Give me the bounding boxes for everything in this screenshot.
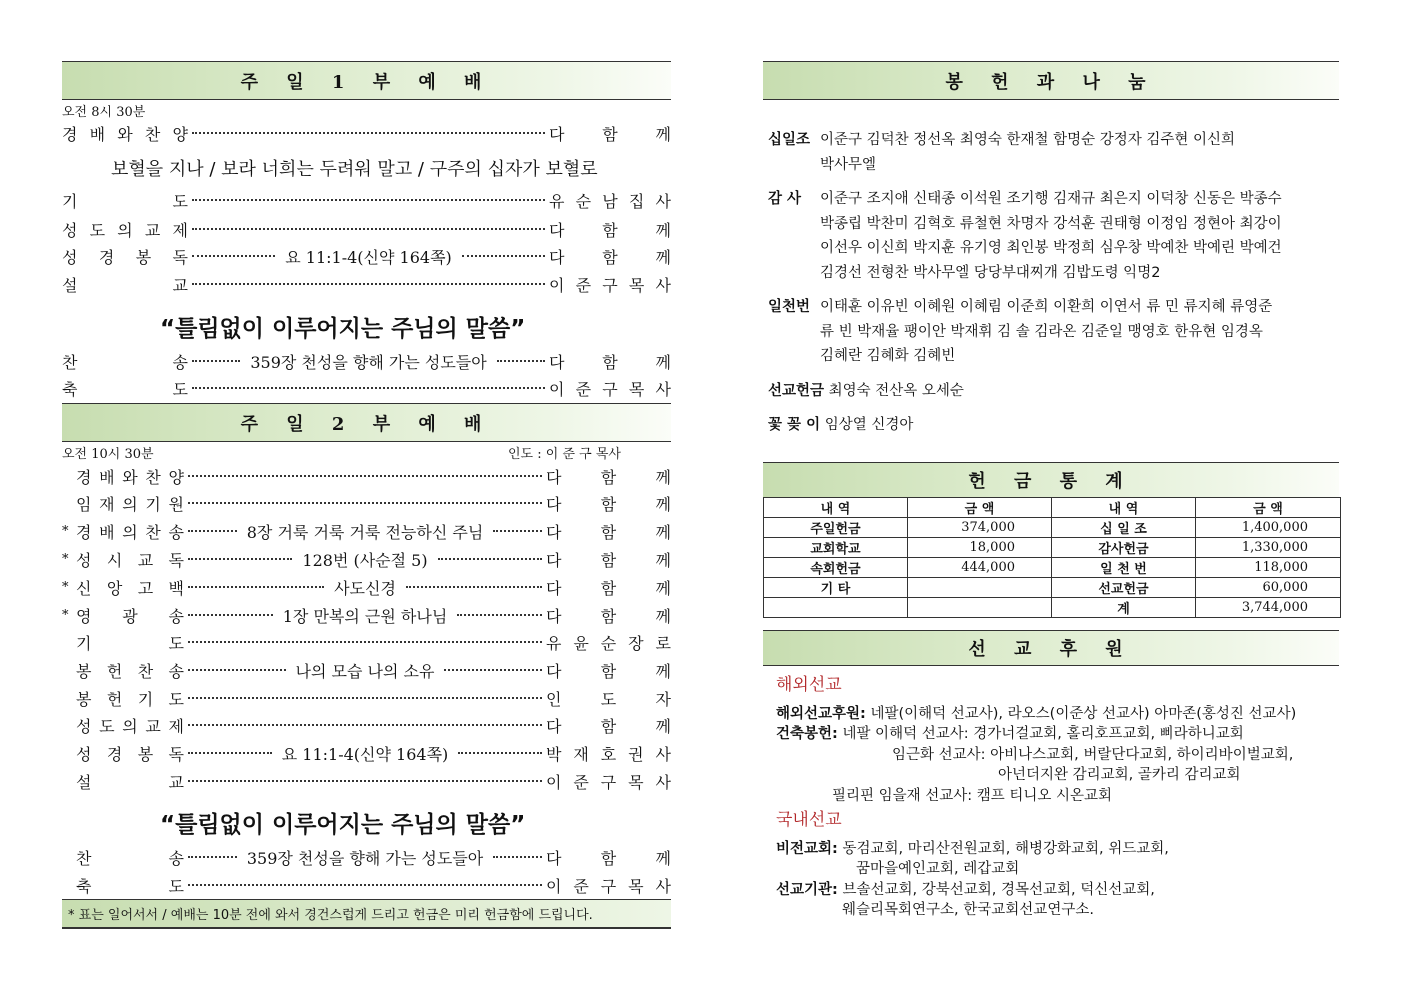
order-row xyxy=(62,602,671,628)
tithe-names-1: 이준구 김덕찬 정선옥 최영숙 한재철 함명순 강정자 김주현 이신희 xyxy=(820,132,1236,148)
order-person: 인 도 자 xyxy=(546,689,671,709)
order-row xyxy=(62,271,671,297)
org-row xyxy=(776,880,1341,901)
stat-item xyxy=(764,598,908,618)
order-detail: 요 11:1-4(신약 164쪽) xyxy=(285,247,452,267)
ilcheon-row xyxy=(768,295,1348,369)
offering-stats-table xyxy=(763,497,1341,618)
order-person: 다 함 께 xyxy=(549,124,671,144)
order-detail: 359장 천성을 향해 가는 성도들아 xyxy=(246,848,484,868)
stat-item: 선교헌금 xyxy=(1052,578,1196,598)
table-row xyxy=(764,518,1341,538)
order-person: 다 함 께 xyxy=(546,661,671,681)
building-line-2: 임근화 선교사: 아비나스교회, 버랄단다교회, 하이리바이벌교회, xyxy=(892,746,1294,763)
order-person: 다 함 께 xyxy=(546,578,672,598)
order-detail: 나의 모습 나의 소유 xyxy=(295,661,435,681)
vision-line-1: 동검교회, 마리산전원교회, 해병강화교회, 위드교회, xyxy=(842,840,1169,857)
flower-row xyxy=(768,413,1348,438)
order-person: 이 준 구 목 사 xyxy=(546,876,671,896)
service2-header xyxy=(62,403,671,442)
stat-item: 주일헌금 xyxy=(764,518,908,538)
order-label: 성 시 교 독 xyxy=(76,550,184,570)
thanks-names-4: 김경선 전형찬 박사무엘 당당부대찌개 김밥도령 익명2 xyxy=(820,264,1161,281)
service1-header xyxy=(62,61,671,100)
table-header-row xyxy=(764,498,1341,518)
order-row xyxy=(62,629,671,655)
order-row xyxy=(62,574,671,600)
service2-leader: 인도 : 이 준 구 목사 xyxy=(508,447,621,462)
mission-offering-label: 선교헌금 xyxy=(768,382,825,399)
order-person: 다 함 께 xyxy=(549,247,672,267)
order-row xyxy=(62,463,671,489)
tithe-label: 십일조 xyxy=(768,132,811,148)
order-row xyxy=(62,546,671,572)
support-content xyxy=(776,675,1341,921)
order-person: 다 함 께 xyxy=(549,220,671,240)
stat-item: 감사헌금 xyxy=(1052,538,1196,558)
order-person: 이 준 구 목 사 xyxy=(549,379,671,399)
vision-row xyxy=(776,839,1341,860)
overseas-text: 네팔(이해덕 선교사), 라오스(이준상 선교사) 아마존(홍성진 선교사) xyxy=(870,705,1297,722)
order-person: 이 준 구 목 사 xyxy=(546,772,671,792)
order-label: 설 교 xyxy=(62,275,188,295)
standing-mark: * xyxy=(62,579,69,595)
order-person: 박 재 호 권 사 xyxy=(546,744,671,764)
order-person: 다 함 께 xyxy=(546,716,671,736)
header-item-1: 내 역 xyxy=(764,498,908,518)
order-row xyxy=(62,348,671,374)
header-amount-2: 금 액 xyxy=(1196,498,1341,518)
order-person: 유 윤 순 장 로 xyxy=(546,633,671,653)
standing-mark: * xyxy=(62,551,69,567)
tithe-names-2: 박사무엘 xyxy=(820,156,877,173)
building-line-1: 네팔 이해덕 선교사: 경가너걸교회, 홀리호프교회, 삐라하니교회 xyxy=(842,726,1244,742)
building-line-3: 아넌더지완 감리교회, 골카리 감리교회 xyxy=(998,767,1241,783)
order-label: 설 교 xyxy=(76,772,184,792)
order-label: 성 도 의 교 제 xyxy=(76,716,184,736)
stat-amount: 118,000 xyxy=(1196,558,1341,578)
order-row xyxy=(62,375,671,401)
order-detail: 사도신경 xyxy=(334,578,396,598)
order-label: 봉 헌 찬 송 xyxy=(76,661,184,681)
praise-line: 보혈을 지나 / 보라 너희는 두려워 말고 / 구주의 십자가 보혈로 xyxy=(111,159,598,180)
order-detail: 128번 (사순절 5) xyxy=(302,550,428,570)
service1-time: 오전 8시 30분 xyxy=(62,105,146,120)
service1-sermon-title: “틀림없이 이루어지는 주님의 말씀” xyxy=(160,316,526,342)
order-person: 이 준 구 목 사 xyxy=(549,275,671,295)
vision-label: 비전교회: xyxy=(776,840,838,857)
org-line-1: 브솔선교회, 강북선교회, 경목선교회, 덕신선교회, xyxy=(842,881,1155,898)
order-label: 신 앙 고 백 xyxy=(76,578,184,598)
order-label: 성 경 봉 독 xyxy=(62,247,188,267)
stat-item: 기 타 xyxy=(764,578,908,598)
overseas-label: 해외선교후원: xyxy=(776,705,866,722)
order-row xyxy=(62,120,671,146)
stat-item: 십 일 조 xyxy=(1052,518,1196,538)
order-person: 다 함 께 xyxy=(546,550,672,570)
offering-list xyxy=(768,128,1348,438)
ilcheon-names-2: 류 빈 박재율 팽이안 박재휘 김 솔 김라온 김준일 맹영호 한유현 임경옥 xyxy=(820,323,1263,340)
mission-offering-names: 최영숙 전산옥 오세순 xyxy=(828,382,964,399)
order-detail: 1장 만복의 근원 하나님 xyxy=(282,606,448,626)
order-person: 다 함 께 xyxy=(546,522,672,542)
order-row xyxy=(62,844,671,870)
stat-item: 교회학교 xyxy=(764,538,908,558)
stat-item: 계 xyxy=(1052,598,1196,618)
offering-header xyxy=(763,61,1339,100)
stat-amount: 1,330,000 xyxy=(1196,538,1341,558)
order-person: 다 함 께 xyxy=(546,606,672,626)
order-label: 영 광 송 xyxy=(76,606,184,626)
standing-mark: * xyxy=(62,523,69,539)
thanks-label: 감 사 xyxy=(768,191,802,207)
order-label: 축 도 xyxy=(62,379,188,399)
flower-label: 꽃 꽂 이 xyxy=(768,417,821,433)
order-row xyxy=(62,740,671,766)
order-row xyxy=(62,685,671,711)
order-person: 다 함 께 xyxy=(546,848,672,868)
table-row xyxy=(764,578,1341,598)
order-row xyxy=(62,518,671,544)
stat-item: 일 천 번 xyxy=(1052,558,1196,578)
ilcheon-names-1: 이태훈 이유빈 이혜원 이혜림 이준희 이환희 이연서 류 민 류지혜 류영준 xyxy=(820,299,1273,315)
order-label: 경 배 와 찬 양 xyxy=(62,124,188,144)
stat-amount: 3,744,000 xyxy=(1196,598,1341,618)
thanks-row xyxy=(768,187,1348,285)
building-row xyxy=(776,724,1341,745)
order-row xyxy=(62,187,671,213)
order-label: 기 도 xyxy=(76,633,184,653)
service1-title: 주 일 1 부 예 배 xyxy=(240,71,493,93)
stat-amount xyxy=(908,598,1052,618)
ilcheon-names-3: 김혜란 김혜화 김혜빈 xyxy=(820,348,956,364)
stat-item: 속회헌금 xyxy=(764,558,908,578)
thanks-names-3: 이선우 이신희 박지훈 유기영 최인봉 박정희 심우창 박예찬 박예린 박예건 xyxy=(820,240,1282,256)
order-label: 축 도 xyxy=(76,876,184,896)
building-label: 건축봉헌: xyxy=(776,726,838,742)
order-label: 찬 송 xyxy=(76,848,184,868)
order-row xyxy=(62,872,671,898)
order-row xyxy=(62,490,671,516)
tithe-row xyxy=(768,128,1348,177)
order-label: 기 도 xyxy=(62,191,188,211)
stat-amount: 60,000 xyxy=(1196,578,1341,598)
order-person: 다 함 께 xyxy=(546,494,671,514)
order-label: 찬 송 xyxy=(62,352,188,372)
table-row xyxy=(764,598,1341,618)
order-person: 유 순 남 집 사 xyxy=(549,191,671,211)
order-row xyxy=(62,768,671,794)
stats-title: 헌 금 통 계 xyxy=(968,471,1134,492)
stats-header xyxy=(763,462,1339,498)
support-header xyxy=(763,630,1339,666)
table-row xyxy=(764,558,1341,578)
mission-offering-row xyxy=(768,379,1348,404)
order-label: 임 재 의 기 원 xyxy=(76,494,184,514)
order-row xyxy=(62,216,671,242)
order-label: 성 경 봉 독 xyxy=(76,744,184,764)
order-detail: 359장 천성을 향해 가는 성도들아 xyxy=(250,352,487,372)
flower-names: 임상열 신경아 xyxy=(824,417,914,433)
order-label: 성 도 의 교 제 xyxy=(62,220,188,240)
service-note-text: * 표는 일어서서 / 예배는 10분 전에 와서 경건스럽게 드리고 헌금은 미리 헌금함에 드립니다. xyxy=(68,908,593,923)
service2-sermon-title: “틀림없이 이루어지는 주님의 말씀” xyxy=(160,812,526,838)
order-detail: 요 11:1-4(신약 164쪽) xyxy=(281,744,449,764)
building-line-4: 필리핀 임을재 선교사: 캠프 티니오 시온교회 xyxy=(832,787,1113,804)
org-label: 선교기관: xyxy=(776,881,838,898)
order-row xyxy=(62,243,671,269)
ilcheon-label: 일천번 xyxy=(768,299,811,315)
service-note xyxy=(62,899,671,929)
stat-amount: 18,000 xyxy=(908,538,1052,558)
order-person: 다 함 께 xyxy=(546,467,671,487)
header-item-2: 내 역 xyxy=(1052,498,1196,518)
order-person: 다 함 께 xyxy=(549,352,672,372)
domestic-heading: 국내선교 xyxy=(776,810,842,830)
service2-time: 오전 10시 30분 xyxy=(62,447,154,462)
order-row xyxy=(62,712,671,738)
support-title: 선 교 후 원 xyxy=(968,639,1134,660)
service2-title: 주 일 2 부 예 배 xyxy=(240,413,493,435)
thanks-names-1: 이준구 조지애 신태종 이석원 조기행 김재규 최은지 이덕창 신동은 박종수 xyxy=(820,191,1282,207)
order-detail: 8장 거룩 거룩 거룩 전능하신 주님 xyxy=(246,522,484,542)
offering-title: 봉 헌 과 나 눔 xyxy=(945,71,1157,93)
order-row xyxy=(62,657,671,683)
order-label: 경 배 의 찬 송 xyxy=(76,522,184,542)
stat-amount: 444,000 xyxy=(908,558,1052,578)
standing-mark: * xyxy=(62,607,69,623)
table-row xyxy=(764,538,1341,558)
stat-amount: 1,400,000 xyxy=(1196,518,1341,538)
overseas-heading: 해외선교 xyxy=(776,675,842,695)
header-amount-1: 금 액 xyxy=(908,498,1052,518)
order-label: 경 배 와 찬 양 xyxy=(76,467,184,487)
stat-amount: 374,000 xyxy=(908,518,1052,538)
vision-line-2: 꿈마을예인교회, 레갑교회 xyxy=(856,861,1020,877)
stat-amount xyxy=(908,578,1052,598)
thanks-names-2: 박종립 박찬미 김혁호 류철현 차명자 강석훈 권태형 이정임 정현아 최강이 xyxy=(820,215,1282,232)
overseas-row xyxy=(776,704,1341,725)
order-label: 봉 헌 기 도 xyxy=(76,689,184,709)
org-line-2: 웨슬리목회연구소, 한국교회선교연구소. xyxy=(842,902,1094,918)
